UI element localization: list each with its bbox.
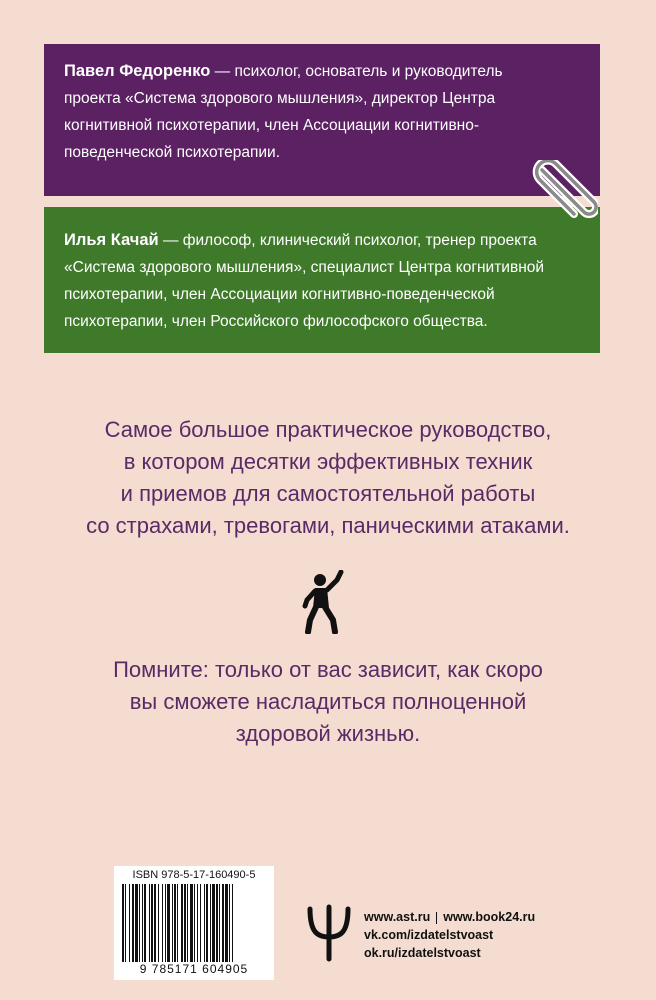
- links-row: [364, 908, 535, 926]
- author-bio-line: когнитивной психотерапии, член Ассоциации когнитивно-: [64, 117, 480, 134]
- barcode-bar: [172, 884, 173, 962]
- barcode-bar: [154, 884, 156, 962]
- isbn-digits: 9 785171 604905: [139, 962, 249, 976]
- author-bio-text: — философ, клинический психолог, тренер проекта: [158, 232, 537, 249]
- barcode-bar: [219, 884, 220, 962]
- barcode-bar: [225, 884, 228, 962]
- author-bio-line: психотерапии, член Российского философского общества.: [64, 313, 488, 330]
- barcode-bar: [190, 884, 193, 962]
- barcode-bar: [197, 884, 198, 962]
- isbn-label: ISBN 978-5-17-160490-5: [132, 869, 256, 881]
- barcode-bar: [206, 884, 208, 962]
- barcode-bar: [232, 884, 233, 962]
- author-bio-line: поведенческой психотерапии.: [64, 144, 281, 161]
- description-line: со страхами, тревогами, паническими атаками.: [86, 513, 570, 538]
- author-bio-line: [64, 58, 580, 85]
- barcode-bar: [162, 884, 163, 962]
- barcode-bar: [167, 884, 170, 962]
- description-line: в котором десятки эффективных техник: [123, 449, 533, 474]
- description-line: Самое большое практическое руководство,: [104, 417, 552, 442]
- link-ast[interactable]: www.ast.ru: [364, 910, 431, 924]
- barcode-bar: [125, 884, 126, 962]
- barcode-bar: [181, 884, 183, 962]
- description-line: и приемов для самостоятельной работы: [120, 481, 536, 506]
- paperclip-icon: [528, 160, 598, 226]
- barcode-bar: [151, 884, 153, 962]
- barcode-bar: [187, 884, 188, 962]
- barcode-bar: [194, 884, 195, 962]
- closing-line: вы сможете насладиться полноценной: [129, 689, 527, 714]
- barcode-bar: [174, 884, 176, 962]
- barcode-bar: [149, 884, 150, 962]
- barcode-bar: [229, 884, 230, 962]
- barcode-bar: [122, 884, 124, 962]
- barcode-bar: [142, 884, 143, 962]
- barcode-bar: [184, 884, 186, 962]
- barcode-bar: [222, 884, 224, 962]
- author-bio-kachay: [44, 207, 600, 353]
- link-book24[interactable]: www.book24.ru: [443, 910, 536, 924]
- author-bio-line: «Система здорового мышления», специалист Центра когнитивной: [64, 259, 545, 276]
- author-bio-line: [64, 227, 580, 254]
- psi-logo-icon: [304, 903, 354, 963]
- barcode-bar: [135, 884, 138, 962]
- book-description: [0, 414, 656, 542]
- publisher-links: [364, 908, 535, 962]
- author-bio-line: проекта «Система здорового мышления», директор Центра: [64, 90, 496, 107]
- link-ok[interactable]: ok.ru/izdatelstvoast: [364, 946, 481, 960]
- barcode-bar: [158, 884, 159, 962]
- barcode-bar: [139, 884, 140, 962]
- barcode-bar: [204, 884, 205, 962]
- barcode-bar: [212, 884, 215, 962]
- author-bio-fedorenko: [44, 44, 600, 196]
- barcode-bars: [120, 884, 268, 962]
- barcode-bar: [165, 884, 166, 962]
- barcode-bar: [129, 884, 130, 962]
- dancing-person-icon: [301, 570, 349, 634]
- closing-line: здоровой жизнью.: [235, 721, 421, 746]
- link-vk[interactable]: vk.com/izdatelstvoast: [364, 928, 494, 942]
- barcode-bar: [210, 884, 211, 962]
- author-bio-text: — психолог, основатель и руководитель: [210, 63, 503, 80]
- barcode-bar: [200, 884, 201, 962]
- author-name: Павел Федоренко: [64, 62, 211, 80]
- barcode-bar: [132, 884, 134, 962]
- isbn-barcode: [114, 866, 274, 980]
- barcode-bar: [144, 884, 146, 962]
- author-bio-line: психотерапии, член Ассоциации когнитивно-поведенческой: [64, 286, 495, 303]
- barcode-bar: [216, 884, 218, 962]
- separator: [436, 912, 437, 924]
- closing-message: [0, 654, 656, 750]
- barcode-bar: [177, 884, 178, 962]
- closing-line: Помните: только от вас зависит, как скоро: [113, 657, 543, 682]
- author-name: Илья Качай: [64, 231, 159, 249]
